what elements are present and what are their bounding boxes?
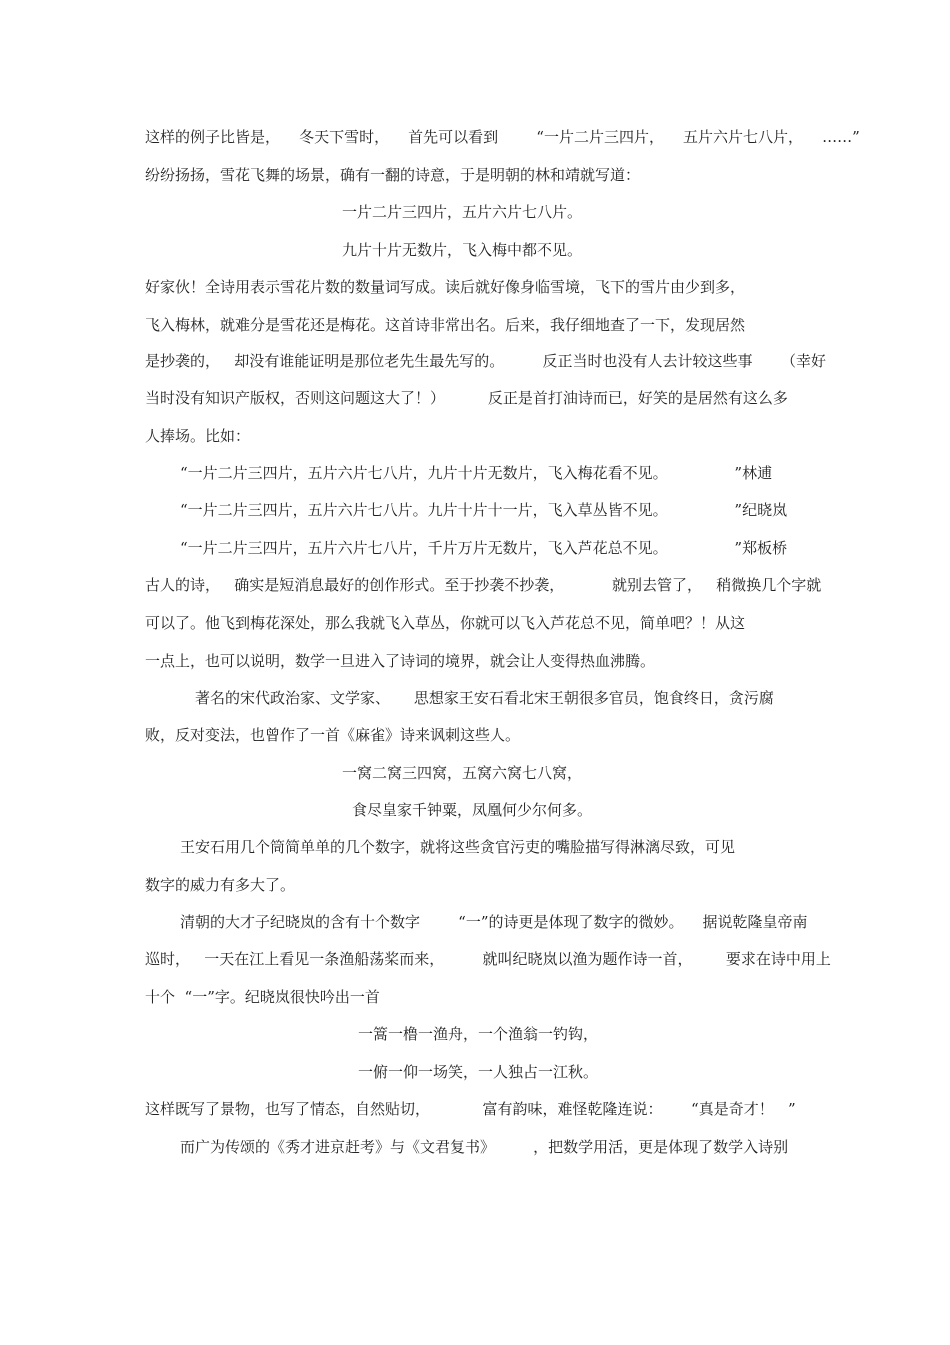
text-line: 一点上，也可以说明，数学一旦进入了诗词的境界，就会让人变得热血沸腾。 [145, 652, 656, 670]
poem-line: 一俯一仰一场笑，一人独占一江秋。 [358, 1063, 599, 1081]
text-line: 古人的诗， 确实是短消息最好的创作形式。至于抄袭不抄袭， 就别去管了， 稍微换几个字就 [145, 576, 822, 594]
text-line: 纷纷扬扬，雪花飞舞的场景，确有一翻的诗意，于是明朝的林和靖就写道： [145, 166, 641, 184]
poem-line: 一窝二窝三四窝，五窝六窝七八窝， [342, 764, 583, 782]
text-line: 这样的例子比皆是， 冬天下雪时， 首先可以看到 “一片二片三四片， 五片六片七八片， ……” [145, 128, 860, 146]
quote-line: “一片二片三四片，五片六片七八片。九片十片十一片，飞入草丛皆不见。 ”纪晓岚 [180, 501, 788, 519]
text-line: 巡时， 一天在江上看见一条渔船荡桨而来， 就叫纪晓岚以渔为题作诗一首， 要求在诗中用上 [145, 950, 831, 968]
text-line: 飞入梅林，就难分是雪花还是梅花。这首诗非常出名。后来，我仔细地查了一下，发现居然 [145, 316, 746, 334]
poem-line: 一片二片三四片，五片六片七八片。 [342, 203, 583, 221]
text-line: 而广为传颂的《秀才进京赶考》与《文君复书》 ，把数学用活，更是体现了数学入诗别 [180, 1138, 789, 1156]
poem-line: 食尽皇家千钟粟，凤凰何少尔何多。 [352, 801, 593, 819]
text-line: 数字的威力有多大了。 [145, 876, 296, 894]
text-line: 可以了。他飞到梅花深处，那么我就飞入草丛，你就可以飞入芦花总不见，简单吧？！从这 [145, 614, 746, 632]
text-line: 十个 “一”字。纪晓岚很快吟出一首 [145, 988, 380, 1006]
quote-line: “一片二片三四片，五片六片七八片，九片十片无数片，飞入梅花看不见。 ”林逋 [180, 464, 773, 482]
text-line: 好家伙！全诗用表示雪花片数的数量词写成。读后就好像身临雪境，飞下的雪片由少到多， [145, 278, 746, 296]
text-line: 当时没有知识产版权，否则这问题这大了！） 反正是首打油诗而已，好笑的是居然有这么多 [145, 389, 788, 407]
text-line: 人捧场。比如： [145, 427, 251, 445]
text-line: 清朝的大才子纪晓岚的含有十个数字 “一”的诗更是体现了数字的微妙。 据说乾隆皇帝南 [180, 913, 808, 931]
text-line: 王安石用几个筒简单单的几个数字，就将这些贪官污吏的嘴脸描写得淋漓尽致，可见 [180, 838, 736, 856]
text-line: 是抄袭的， 却没有谁能证明是那位老先生最先写的。 反正当时也没有人去计较这些事 （幸好 [145, 352, 827, 370]
poem-line: 九片十片无数片，飞入梅中都不见。 [342, 241, 583, 259]
text-line: 著名的宋代政治家、文学家、 思想家王安石看北宋王朝很多官员，饱食终日，贪污腐 [195, 689, 774, 707]
text-line: 这样既写了景物，也写了情态，自然贴切， 富有韵味，难怪乾隆连说： “真是奇才！ ” [145, 1100, 796, 1118]
quote-line: “一片二片三四片，五片六片七八片，千片万片无数片，飞入芦花总不见。 ”郑板桥 [180, 539, 788, 557]
poem-line: 一篙一橹一渔舟，一个渔翁一钓钩， [358, 1025, 599, 1043]
text-line: 败，反对变法，也曾作了一首《麻雀》诗来讽刺这些人。 [145, 726, 521, 744]
